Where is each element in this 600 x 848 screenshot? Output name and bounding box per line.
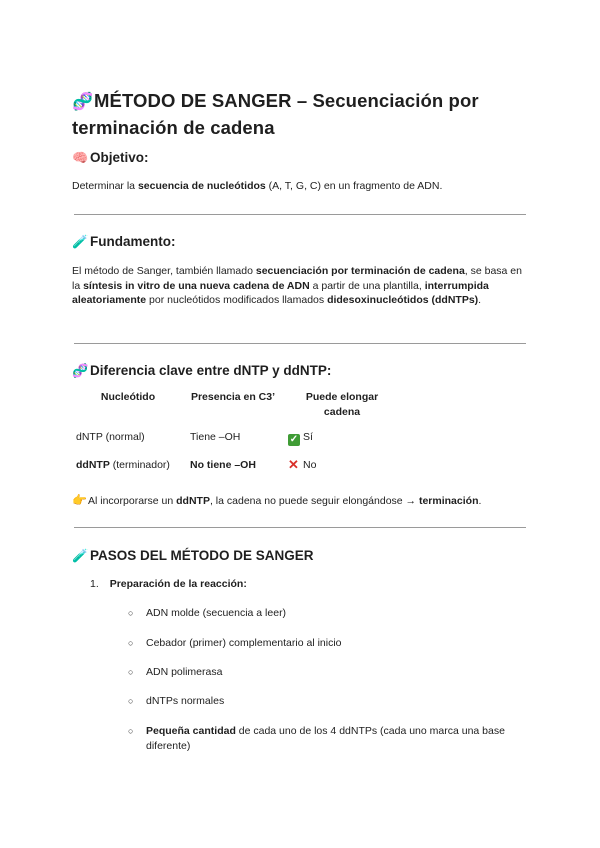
objetivo-heading: 🧠 Objetivo: — [72, 150, 149, 165]
table-row-1-nucleotido: dNTP (normal) — [76, 431, 145, 443]
circle-bullet-icon: ○ — [128, 608, 134, 618]
list-item: ○ ADN polimerasa — [128, 666, 223, 678]
test-tube-icon: 🧪 — [72, 548, 89, 563]
step-1 — [90, 577, 247, 592]
list-item: ○ Pequeña cantidad de cada uno de los 4 ddNTPs (cada uno marca una base diferente) — [128, 725, 505, 752]
circle-bullet-icon: ○ — [128, 726, 134, 736]
circle-bullet-icon: ○ — [128, 667, 134, 677]
diferencia-heading: 🧬 Diferencia clave entre dNTP y ddNTP: — [72, 363, 332, 378]
pointing-hand-icon: 👉 — [72, 493, 87, 507]
list-item: ○ Cebador (primer) complementario al inicio — [128, 637, 342, 649]
table-header-presencia: Presencia en C3’ — [190, 391, 276, 403]
table-row-1-status: ✓ Sí — [289, 431, 313, 445]
table-row-1-c3: Tiene –OH — [190, 431, 241, 443]
fundamento-heading: 🧪 Fundamento: — [72, 234, 176, 249]
circle-bullet-icon: ○ — [128, 638, 134, 648]
table-row-2-c3: No tiene –OH — [190, 459, 256, 471]
brain-icon: 🧠 — [72, 150, 89, 165]
document-title: 🧬MÉTODO DE SANGER – Secuenciación por terminación de cadena — [72, 90, 479, 138]
table-row-2-status: ✕ No — [288, 457, 317, 472]
divider — [74, 343, 526, 344]
divider — [74, 527, 526, 528]
dna-icon: 🧬 — [72, 363, 89, 378]
objetivo-text: Determinar la secuencia de nucleótidos (A, T, G, C) en un fragmento de ADN. — [72, 180, 443, 192]
check-icon: ✓ — [289, 434, 299, 445]
pasos-heading: 🧪 PASOS DEL MÉTODO DE SANGER — [72, 548, 314, 563]
step-title: Preparación de la reacción: — [109, 578, 247, 590]
nucleotide-table — [72, 390, 412, 480]
step-number: 1. — [90, 578, 99, 590]
table-header-elongar: Puede elongar cadena — [305, 391, 379, 418]
list-item: ○ dNTPs normales — [128, 695, 225, 707]
cross-icon: ✕ — [288, 457, 299, 472]
fundamento-text: El método de Sanger, también llamado secuenciación por terminación de cadena, se basa en la síntesis in vitro de una nueva cadena de ADN a partir de una plantilla, interrumpida aleatoriamente por nucleótidos modificados llamados didesoxinucleótidos (ddNTPs). — [72, 265, 522, 306]
divider — [74, 214, 526, 215]
dna-icon: 🧬 — [72, 92, 94, 111]
diferencia-note: 👉Al incorporarse un ddNTP, la cadena no puede seguir elongándose → terminación. — [72, 493, 482, 507]
table-header-nucleotido: Nucleótido — [100, 391, 156, 403]
circle-bullet-icon: ○ — [128, 696, 134, 706]
table-row-2-nucleotido: ddNTP (terminador) — [76, 459, 170, 471]
test-tube-icon: 🧪 — [72, 234, 89, 249]
list-item: ○ ADN molde (secuencia a leer) — [128, 607, 287, 619]
